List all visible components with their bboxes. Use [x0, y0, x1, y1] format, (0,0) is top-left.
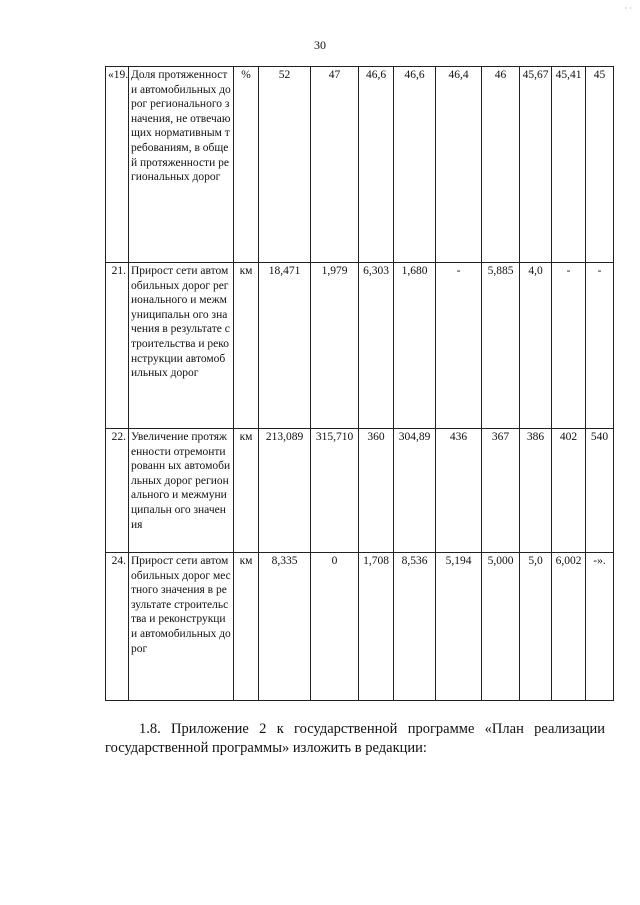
- value-cell: -: [436, 263, 482, 429]
- value-cell: 304,89: [394, 429, 436, 553]
- value-cell: 402: [552, 429, 586, 553]
- unit: км: [234, 429, 259, 553]
- indicators-table: [105, 66, 614, 701]
- value-cell: 45,41: [552, 67, 586, 263]
- indicator-name: Доля протяженности автомобильных дорог регионального значения, не отвечающих нормативным требованиям, в общей протяженности региональных дорог: [129, 67, 234, 263]
- unit: км: [234, 263, 259, 429]
- row-number: 22.: [106, 429, 129, 553]
- value-cell: 6,303: [359, 263, 394, 429]
- table-row: [106, 67, 614, 263]
- value-cell: 1,708: [359, 553, 394, 701]
- value-cell: -: [586, 263, 614, 429]
- table-row: [106, 429, 614, 553]
- value-cell: 18,471: [259, 263, 311, 429]
- row-number: 21.: [106, 263, 129, 429]
- value-cell: 213,089: [259, 429, 311, 553]
- value-cell: -: [552, 263, 586, 429]
- value-cell: 45: [586, 67, 614, 263]
- indicator-name: Прирост сети автомобильных дорог местного значения в результате строительства и реконструкции автомобильных дорог: [129, 553, 234, 701]
- value-cell: 5,000: [482, 553, 520, 701]
- value-cell: 45,67: [520, 67, 552, 263]
- value-cell: 8,335: [259, 553, 311, 701]
- value-cell: 386: [520, 429, 552, 553]
- value-cell: 540: [586, 429, 614, 553]
- value-cell: 4,0: [520, 263, 552, 429]
- unit: км: [234, 553, 259, 701]
- indicator-name: Увеличение протяженности отремонтированн ых автомобильных дорог регионального и межмуниципальн ого значения: [129, 429, 234, 553]
- value-cell: 52: [259, 67, 311, 263]
- value-cell: 367: [482, 429, 520, 553]
- unit: %: [234, 67, 259, 263]
- table-row: [106, 263, 614, 429]
- amendment-paragraph: 1.8. Приложение 2 к государственной программе «План реализации государственной программы» изложить в редакции:: [105, 721, 605, 756]
- value-cell: 6,002: [552, 553, 586, 701]
- value-cell: 46,6: [359, 67, 394, 263]
- value-cell: 46,6: [394, 67, 436, 263]
- table-row: [106, 553, 614, 701]
- value-cell: 47: [311, 67, 359, 263]
- value-cell: 8,536: [394, 553, 436, 701]
- value-cell: 5,0: [520, 553, 552, 701]
- scan-mark: · ·: [624, 4, 632, 13]
- row-number: 24.: [106, 553, 129, 701]
- value-cell: 360: [359, 429, 394, 553]
- row-number: «19.: [106, 67, 129, 263]
- value-cell: 46: [482, 67, 520, 263]
- value-cell: 1,979: [311, 263, 359, 429]
- value-cell: 436: [436, 429, 482, 553]
- value-cell: 46,4: [436, 67, 482, 263]
- value-cell: 315,710: [311, 429, 359, 553]
- value-cell: 1,680: [394, 263, 436, 429]
- page-number: 30: [314, 38, 326, 52]
- value-cell: -».: [586, 553, 614, 701]
- value-cell: 5,194: [436, 553, 482, 701]
- value-cell: 5,885: [482, 263, 520, 429]
- value-cell: 0: [311, 553, 359, 701]
- indicator-name: Прирост сети автомобильных дорог регионального и межмуниципальн ого значения в результате строительства и реконструкции автомобильных дорог: [129, 263, 234, 429]
